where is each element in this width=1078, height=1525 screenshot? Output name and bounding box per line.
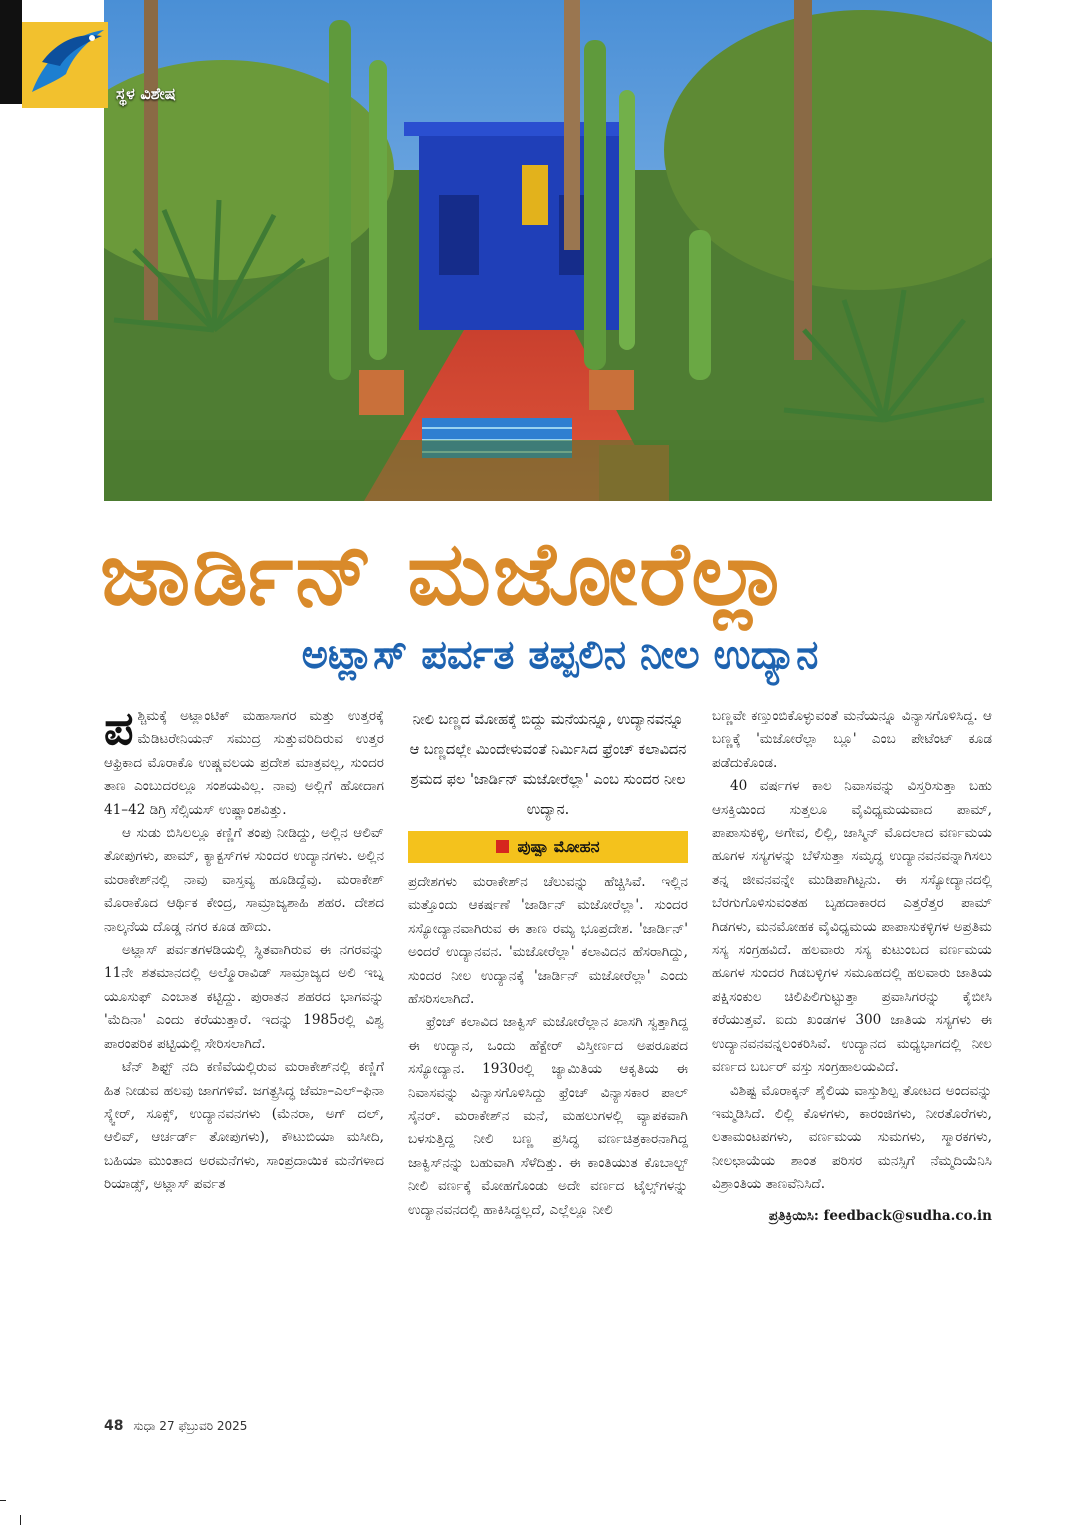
hero-photo: [104, 0, 992, 501]
paragraph: ಅಟ್ಲಾಸ್ ಪರ್ವತಗಳಡಿಯಲ್ಲಿ ಸ್ಥಿತವಾಗಿರುವ ಈ ನಗರವನ್ನು 11ನೇ ಶತಮಾನದಲ್ಲಿ ಅಲ್ಮೊರಾವಿಡ್ ಸಾಮ್ರಾಜ್ಯದ ಅಲಿ ಇಬ್ನ ಯೂಸುಫ್ ಎಂಬಾತ ಕಟ್ಟಿದ್ದು. ಪುರಾತನ ಶಹರದ ಭಾಗವನ್ನು 'ಮೆದಿನಾ' ಎಂದು ಕರೆಯುತ್ತಾರೆ. ಇದನ್ನು 1985ರಲ್ಲಿ ವಿಶ್ವ ಪಾರಂಪರಿಕ ಪಟ್ಟಿಯಲ್ಲಿ ಸೇರಿಸಲಾಗಿದೆ.: [104, 942, 384, 1052]
magazine-logo-bird-icon: [22, 22, 108, 108]
issue-info: ಸುಧಾ 27 ಫೆಬ್ರುವರಿ 2025: [133, 1419, 248, 1433]
article-column-3: [712, 705, 992, 1228]
paragraph: ಆ ಸುಡು ಬಿಸಿಲಲ್ಲೂ ಕಣ್ಣಿಗೆ ತಂಪು ನೀಡಿದ್ದು, ಅಲ್ಲಿನ ಆಲಿವ್ ತೋಪುಗಳು, ಪಾಮ್, ಕ್ಯಾಕ್ಟಸ್‌ಗಳ ಸುಂದರ ಉದ್ಯಾನಗಳು. ಅಲ್ಲಿನ ಮರಾಕೇಶ್‌ನಲ್ಲಿ ನಾವು ವಾಸ್ತವ್ಯ ಹೂಡಿದ್ದೆವು. ಮರಾಕೇಶ್ ಮೊರಾಕೊದ ಆರ್ಥಿಕ ಕೇಂದ್ರ, ಸಾಮ್ರಾಜ್ಯಶಾಹಿ ಶಹರ. ದೇಶದ ನಾಲ್ಕನೆಯ ದೊಡ್ಡ ನಗರ ಕೂಡ ಹೌದು.: [104, 825, 384, 935]
feedback-email: ಪ್ರತಿಕ್ರಿಯಿಸಿ: feedback@sudha.co.in: [768, 1207, 992, 1224]
article-subtitle: ಅಟ್ಲಾಸ್ ಪರ್ವತ ತಪ್ಪಲಿನ ನೀಲ ಉದ್ಯಾನ: [301, 632, 819, 678]
paragraph: ಪಶ್ಚಿಮಕ್ಕೆ ಅಟ್ಲಾಂಟಿಕ್ ಮಹಾಸಾಗರ ಮತ್ತು ಉತ್ತರಕ್ಕೆ ಮೆಡಿಟರೇನಿಯನ್ ಸಮುದ್ರ ಸುತ್ತುವರಿದಿರುವ ಉತ್ತರ ಆಫ್ರಿಕಾದ ಮೊರಾಕೊ ಉಷ್ಣವಲಯ ಪ್ರದೇಶ ಮಾತ್ರವಲ್ಲ, ಸುಂದರ ತಾಣ ಎಂಬುದರಲ್ಲೂ ಸಂಶಯವಿಲ್ಲ. ನಾವು ಅಲ್ಲಿಗೆ ಹೋದಾಗ 41–42 ಡಿಗ್ರಿ ಸೆಲ್ಸಿಯಸ್ ಉಷ್ಣಾಂಶವಿತ್ತು.: [104, 701, 384, 818]
magazine-logo: [22, 22, 108, 108]
crop-mark: [20, 1515, 21, 1525]
paragraph: 40 ವರ್ಷಗಳ ಕಾಲ ನಿವಾಸವನ್ನು ವಿಸ್ತರಿಸುತ್ತಾ ಬಹು ಆಸಕ್ತಿಯಿಂದ ಸುತ್ತಲೂ ವೈವಿಧ್ಯಮಯವಾದ ಪಾಮ್, ಪಾಪಾಸುಕಳ್ಳಿ, ಅಗೇವ, ಲಿಲ್ಲಿ, ಜಾಸ್ಮಿನ್ ಮೊದಲಾದ ವರ್ಣಮಯ ಹೂಗಳ ಸಸ್ಯಗಳನ್ನು ಬೆಳೆಸುತ್ತಾ ಸಮೃದ್ಧ ಉದ್ಯಾನವನವನ್ನಾಗಿಸಲು ತನ್ನ ಜೀವನವನ್ನೇ ಮುಡಿಪಾಗಿಟ್ಟನು. ಈ ಸಸ್ಯೋದ್ಯಾನದಲ್ಲಿ ಬೆರಗುಗೊಳಿಸುವಂತಹ ಬೃಹದಾಕಾರದ ಎತ್ತರೆತ್ತರ ಪಾಮ್ ಗಿಡಗಳು, ಮನಮೋಹಕ ವೈವಿಧ್ಯಮಯ ಪಾಪಾಸುಕಳ್ಳಿಗಳ ಅಪ್ರತಿಮ ಸಸ್ಯ ಸಂಗ್ರಹವಿದೆ. ಹಲವಾರು ಸಸ್ಯ ಕುಟುಂಬದ ವರ್ಣಮಯ ಹೂಗಳ ಸುಂದರ ಗಿಡಬಳ್ಳಿಗಳ ಸಮೂಹದಲ್ಲಿ ಹಲವಾರು ಜಾತಿಯ ಪಕ್ಷಿಸಂಕುಲ ಚಿಲಿಪಿಲಿಗುಟ್ಟುತ್ತಾ ಪ್ರವಾಸಿಗರನ್ನು ಕೈಬೀಸಿ ಕರೆಯುತ್ತವೆ. ಐದು ಖಂಡಗಳ 300 ಜಾತಿಯ ಸಸ್ಯಗಳು ಈ ಉದ್ಯಾನವನವನ್ನಲಂಕರಿಸಿವೆ. ಉದ್ಯಾನದ ಮಧ್ಯಭಾಗದಲ್ಲಿ ನೀಲ ವರ್ಣದ ಬರ್ಬರ್ ವಸ್ತು ಸಂಗ್ರಹಾಲಯವಿದೆ.: [712, 778, 992, 1076]
drop-cap: ಪ: [104, 701, 134, 755]
paragraph: ಬಣ್ಣವೇ ಕಣ್ತುಂಬಿಕೊಳ್ಳುವಂತೆ ಮನೆಯನ್ನೂ ವಿನ್ಯಾಸಗೊಳಿಸಿದ್ದ. ಆ ಬಣ್ಣಕ್ಕೆ 'ಮಜೋರೆಲ್ಲಾ ಬ್ಲೂ' ಎಂಬ ಪೇಟೆಂಟ್ ಕೂಡ ಪಡೆದುಕೊಂಡ.: [712, 708, 992, 771]
author-name: ಪುಷ್ಪಾ ಮೋಹನ: [517, 837, 600, 856]
paragraph: ಫ್ರೆಂಚ್ ಕಲಾವಿದ ಜಾಕ್ವಿಸ್ ಮಜೋರೆಲ್ಲಾನ ಖಾಸಗಿ ಸ್ವತ್ತಾಗಿದ್ದ ಈ ಉದ್ಯಾನ, ಒಂದು ಹೆಕ್ಟೇರ್ ವಿಸ್ತೀರ್ಣದ ಅಪರೂಪದ ಸಸ್ಯೋದ್ಯಾನ. 1930ರಲ್ಲಿ ಜ್ಯಾಮಿತಿಯ ಆಕೃತಿಯ ಈ ನಿವಾಸವನ್ನು ವಿನ್ಯಾಸಗೊಳಿಸಿದ್ದು ಫ್ರೆಂಚ್ ವಿನ್ಯಾಸಕಾರ ಪಾಲ್ ಸೈನರ್. ಮರಾಕೇಶ್‌ನ ಮನೆ, ಮಹಲುಗಳಲ್ಲಿ ವ್ಯಾಪಕವಾಗಿ ಬಳಸುತ್ತಿದ್ದ ನೀಲಿ ಬಣ್ಣ ಪ್ರಸಿದ್ಧ ವರ್ಣಚಿತ್ರಕಾರನಾಗಿದ್ದ ಜಾಕ್ವಿಸ್‌ನನ್ನು ಬಹುವಾಗಿ ಸೆಳೆದಿತ್ತು. ಈ ಕಾಂತಿಯುತ ಕೊಬಾಲ್ಟ್ ನೀಲಿ ವರ್ಣಕ್ಕೆ ಮೋಹಗೊಂಡು ಅದೇ ವರ್ಣದ ಟೈಲ್ಸ್‌ಗಳನ್ನು ಉದ್ಯಾನವನದಲ್ಲಿ ಹಾಕಿಸಿದ್ದಲ್ಲದೆ, ಎಲ್ಲೆಲ್ಲೂ ನೀಲಿ: [408, 1014, 688, 1218]
paragraph: ಟೆನ್ ಶಿಫ್ಟ್ ನದಿ ಕಣಿವೆಯಲ್ಲಿರುವ ಮರಾಕೇಶ್‌ನಲ್ಲಿ ಕಣ್ಣಿಗೆ ಹಿತ ನೀಡುವ ಹಲವು ಜಾಗಗಳಿವೆ. ಜಗತ್ಪ್ರಸಿದ್ಧ ಜೆಮಾ–ಎಲ್–ಫಿನಾ ಸ್ಕ್ವೇರ್, ಸೂಕ್ಸ್, ಉದ್ಯಾನವನಗಳು (ಮೆನರಾ, ಅಗ್ ದಲ್, ಆಲಿವ್, ಆರ್ಚರ್ಡ್ ತೋಪುಗಳು), ಕೌಟುಬಿಯಾ ಮಸೀದಿ, ಬಹಿಯಾ ಮುಂತಾದ ಅರಮನೆಗಳು, ಸಾಂಪ್ರದಾಯಿಕ ಮನೆಗಳಾದ ರಿಯಾಡ್ಸ್, ಅಟ್ಲಾಸ್ ಪರ್ವತ: [104, 1059, 384, 1193]
page-edge-bar: [0, 0, 22, 104]
page-number: 48: [104, 1418, 124, 1434]
article-column-2: [408, 705, 688, 1222]
paragraph: ವಿಶಿಷ್ಟ ಮೊರಾಕ್ಕನ್ ಶೈಲಿಯ ವಾಸ್ತುಶಿಲ್ಪ ತೋಟದ ಅಂದವನ್ನು ಇಮ್ಮಡಿಸಿದೆ. ಲಿಲ್ಲಿ ಕೊಳಗಳು, ಕಾರಂಜಿಗಳು, ನೀರತೊರೆಗಳು, ಲತಾಮಂಟಪಗಳು, ವರ್ಣಮಯ ಸುಮಗಳು, ಸ್ಮಾರಕಗಳು, ನೀಲಛಾಯೆಯ ಶಾಂತ ಪರಿಸರ ಮನಸ್ಸಿಗೆ ನೆಮ್ಮದಿಯೆನಿಸಿ ವಿಶ್ರಾಂತಿಯ ತಾಣವೆನಿಸಿದೆ.: [712, 1082, 992, 1193]
article-column-1: [104, 701, 384, 1197]
author-byline: [408, 831, 688, 863]
crop-mark: [0, 1500, 6, 1501]
square-marker-icon: [496, 840, 509, 853]
article-title: ಜಾರ್ಡಿನ್ ಮಜೋರೆಲ್ಲಾ: [100, 522, 792, 625]
pull-quote: ನೀಲಿ ಬಣ್ಣದ ಮೋಹಕ್ಕೆ ಬಿದ್ದು ಮನೆಯನ್ನೂ, ಉದ್ಯಾನವನ್ನೂ ಆ ಬಣ್ಣದಲ್ಲೇ ಮಿಂದೇಳುವಂತೆ ನಿರ್ಮಿಸಿದ ಫ್ರೆಂಚ್ ಕಲಾವಿದನ ಶ್ರಮದ ಫಲ 'ಜಾರ್ಡಿನ್ ಮಜೋರೆಲ್ಲಾ' ಎಂಬ ಸುಂದರ ನೀಲ ಉದ್ಯಾನ.: [409, 712, 687, 818]
paragraph: ಪ್ರದೇಶಗಳು ಮರಾಕೇಶ್‌ನ ಚೆಲುವನ್ನು ಹೆಚ್ಚಿಸಿವೆ. ಇಲ್ಲಿನ ಮತ್ತೊಂದು ಆಕರ್ಷಣೆ 'ಜಾರ್ಡಿನ್ ಮಜೋರೆಲ್ಲಾ'. ಸುಂದರ ಸಸ್ಯೋದ್ಯಾನವಾಗಿರುವ ಈ ತಾಣ ರಮ್ಯ ಭೂಪ್ರದೇಶ. 'ಜಾರ್ಡಿನ್' ಅಂದರೆ ಉದ್ಯಾನವನ. 'ಮಜೋರೆಲ್ಲಾ' ಕಲಾವಿದನ ಹೆಸರಾಗಿದ್ದು, ಸುಂದರ ನೀಲ ಉದ್ಯಾನಕ್ಕೆ 'ಜಾರ್ಡಿನ್ ಮಜೋರೆಲ್ಲಾ' ಎಂದು ಹೆಸರಿಸಲಾಗಿದೆ.: [408, 874, 688, 1008]
section-tag: ಸ್ಥಳ ವಿಶೇಷ: [116, 84, 176, 103]
page-footer: [104, 1418, 247, 1434]
